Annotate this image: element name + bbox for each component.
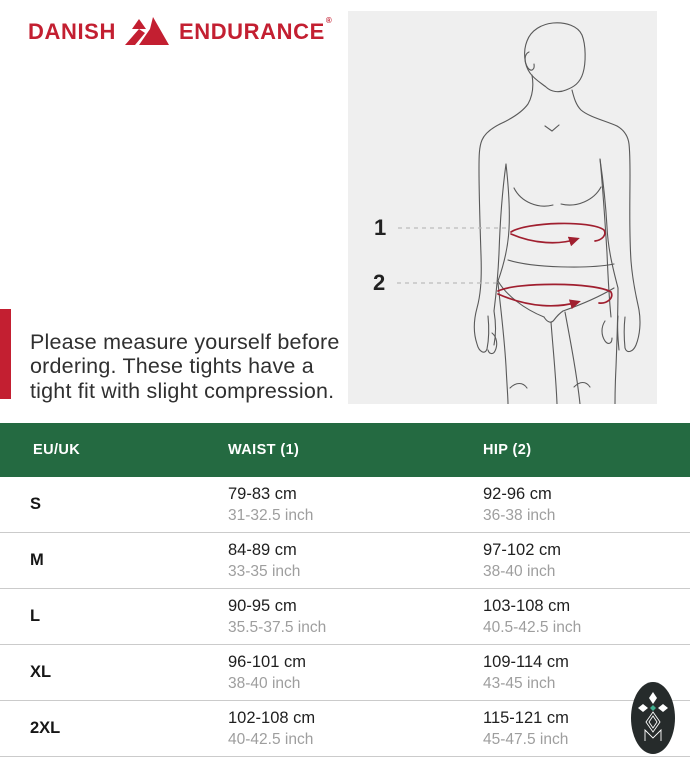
hip-cm-value: 103-108 cm — [483, 596, 571, 615]
hip-cell — [483, 485, 690, 525]
waist-cm-value: 102-108 cm — [228, 708, 316, 727]
hip-cell — [483, 541, 690, 581]
red-accent-bar — [0, 309, 11, 399]
hip-cell — [483, 597, 690, 637]
header-waist: WAIST (1) — [228, 442, 300, 458]
waist-inch-value: 35.5-37.5 inch — [228, 618, 327, 636]
size-chart-table — [0, 423, 690, 757]
size-label: M — [30, 551, 44, 569]
waist-inch-value: 31-32.5 inch — [228, 506, 314, 524]
hip-inch-value: 43-45 inch — [483, 674, 556, 692]
waist-cell — [228, 653, 483, 693]
hip-inch-value: 45-47.5 inch — [483, 730, 569, 748]
waist-inch-value: 33-35 inch — [228, 562, 301, 580]
size-label: L — [30, 607, 41, 625]
size-label: S — [30, 495, 42, 513]
brand-mountain-icon — [124, 16, 171, 47]
brand-word-endurance-text: ENDURANCE — [178, 18, 325, 44]
hip-measure-label: 2 — [373, 270, 386, 295]
waist-cell — [228, 485, 483, 525]
waist-cell — [228, 597, 483, 637]
brand-word-endurance — [178, 15, 333, 44]
male-figure-illustration — [348, 11, 657, 404]
measurement-note: Please measure yourself before ordering. These tights have a tight fit with slight compression. — [30, 329, 340, 403]
table-header-row — [0, 423, 690, 477]
waist-inch-value: 40-42.5 inch — [228, 730, 314, 748]
hip-cm-value: 109-114 cm — [483, 652, 569, 671]
hip-inch-value: 40.5-42.5 inch — [483, 618, 582, 636]
table-row-s — [0, 477, 690, 533]
waist-measure-label: 1 — [374, 215, 387, 240]
header-hip: HIP (2) — [483, 442, 532, 458]
brand-watermark-icon — [630, 681, 676, 755]
hip-cm-value: 115-121 cm — [483, 708, 569, 727]
size-label: 2XL — [30, 719, 61, 737]
waist-cm-value: 79-83 cm — [228, 484, 297, 503]
header-eu-uk: EU/UK — [33, 442, 81, 458]
waist-inch-value: 38-40 inch — [228, 674, 301, 692]
size-label: XL — [30, 663, 52, 681]
waist-cell — [228, 541, 483, 581]
waist-cm-value: 84-89 cm — [228, 540, 297, 559]
hip-inch-value: 36-38 inch — [483, 506, 556, 524]
table-row-2xl — [0, 701, 690, 757]
waist-cell — [228, 709, 483, 749]
hip-cm-value: 97-102 cm — [483, 540, 561, 559]
brand-word-danish: DANISH — [28, 18, 116, 44]
hip-cm-value: 92-96 cm — [483, 484, 552, 503]
table-row-m — [0, 533, 690, 589]
table-row-xl — [0, 645, 690, 701]
waist-cm-value: 96-101 cm — [228, 652, 306, 671]
hip-inch-value: 38-40 inch — [483, 562, 556, 580]
waist-cm-value: 90-95 cm — [228, 596, 297, 615]
brand-logo — [28, 16, 331, 47]
table-row-l — [0, 589, 690, 645]
measurement-figure-panel — [348, 11, 657, 404]
registered-trademark-symbol: ® — [325, 15, 333, 25]
